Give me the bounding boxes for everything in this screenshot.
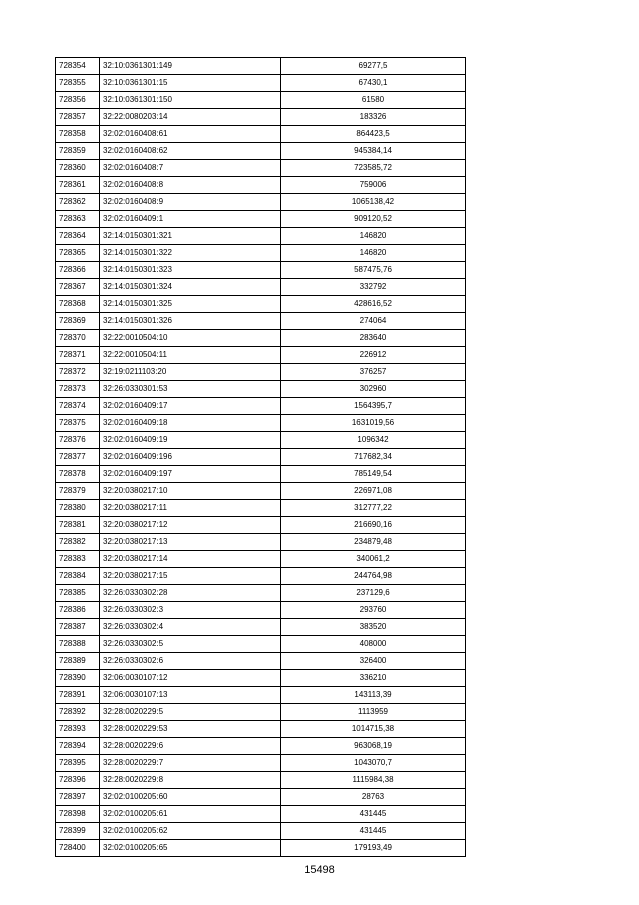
- row-id-cell: 728373: [56, 381, 100, 398]
- value-cell: 67430,1: [281, 75, 466, 92]
- value-cell: 963068,19: [281, 738, 466, 755]
- value-cell: 1631019,56: [281, 415, 466, 432]
- value-cell: 1043070,7: [281, 755, 466, 772]
- value-cell: 293760: [281, 602, 466, 619]
- cadastral-number-cell: 32:19:0211103:20: [100, 364, 281, 381]
- row-id-cell: 728363: [56, 211, 100, 228]
- row-id-cell: 728370: [56, 330, 100, 347]
- value-cell: 283640: [281, 330, 466, 347]
- cadastral-number-cell: 32:10:0361301:15: [100, 75, 281, 92]
- table-row: [56, 772, 466, 789]
- table-row: [56, 279, 466, 296]
- cadastral-number-cell: 32:20:0380217:12: [100, 517, 281, 534]
- value-cell: 234879,48: [281, 534, 466, 551]
- cadastral-number-cell: 32:28:0020229:8: [100, 772, 281, 789]
- table-row: [56, 245, 466, 262]
- value-cell: 785149,54: [281, 466, 466, 483]
- cadastral-number-cell: 32:02:0160408:7: [100, 160, 281, 177]
- value-cell: 1564395,7: [281, 398, 466, 415]
- table-row: [56, 840, 466, 857]
- value-cell: 61580: [281, 92, 466, 109]
- cadastral-number-cell: 32:26:0330302:28: [100, 585, 281, 602]
- value-cell: 226971,08: [281, 483, 466, 500]
- row-id-cell: 728360: [56, 160, 100, 177]
- cadastral-number-cell: 32:02:0160408:8: [100, 177, 281, 194]
- cadastral-number-cell: 32:26:0330302:5: [100, 636, 281, 653]
- table-row: [56, 806, 466, 823]
- cadastral-number-cell: 32:14:0150301:325: [100, 296, 281, 313]
- row-id-cell: 728389: [56, 653, 100, 670]
- cadastral-number-cell: 32:22:0080203:14: [100, 109, 281, 126]
- table-row: [56, 636, 466, 653]
- table-row: [56, 568, 466, 585]
- table-row: [56, 687, 466, 704]
- table-row: [56, 126, 466, 143]
- row-id-cell: 728369: [56, 313, 100, 330]
- row-id-cell: 728374: [56, 398, 100, 415]
- row-id-cell: 728378: [56, 466, 100, 483]
- cadastral-number-cell: 32:02:0100205:62: [100, 823, 281, 840]
- value-cell: 332792: [281, 279, 466, 296]
- row-id-cell: 728393: [56, 721, 100, 738]
- table-row: [56, 228, 466, 245]
- table-row: [56, 177, 466, 194]
- value-cell: 340061,2: [281, 551, 466, 568]
- value-cell: 717682,34: [281, 449, 466, 466]
- row-id-cell: 728390: [56, 670, 100, 687]
- cadastral-number-cell: 32:02:0100205:60: [100, 789, 281, 806]
- value-cell: 326400: [281, 653, 466, 670]
- row-id-cell: 728386: [56, 602, 100, 619]
- table-row: [56, 347, 466, 364]
- value-cell: 909120,52: [281, 211, 466, 228]
- cadastral-number-cell: 32:26:0330302:4: [100, 619, 281, 636]
- value-cell: 226912: [281, 347, 466, 364]
- cadastral-number-cell: 32:10:0361301:149: [100, 58, 281, 75]
- row-id-cell: 728400: [56, 840, 100, 857]
- table-row: [56, 704, 466, 721]
- cadastral-number-cell: 32:14:0150301:326: [100, 313, 281, 330]
- row-id-cell: 728399: [56, 823, 100, 840]
- row-id-cell: 728366: [56, 262, 100, 279]
- table-row: [56, 738, 466, 755]
- value-cell: 1014715,38: [281, 721, 466, 738]
- row-id-cell: 728376: [56, 432, 100, 449]
- cadastral-number-cell: 32:02:0160408:61: [100, 126, 281, 143]
- table-row: [56, 602, 466, 619]
- table-row: [56, 483, 466, 500]
- table-row: [56, 143, 466, 160]
- row-id-cell: 728364: [56, 228, 100, 245]
- table-row: [56, 619, 466, 636]
- cadastral-number-cell: 32:02:0100205:65: [100, 840, 281, 857]
- table-row: [56, 415, 466, 432]
- table-row: [56, 296, 466, 313]
- table-row: [56, 517, 466, 534]
- row-id-cell: 728362: [56, 194, 100, 211]
- table-row: [56, 755, 466, 772]
- cadastral-number-cell: 32:02:0100205:61: [100, 806, 281, 823]
- cadastral-number-cell: 32:02:0160409:197: [100, 466, 281, 483]
- cadastral-number-cell: 32:06:0030107:13: [100, 687, 281, 704]
- cadastral-value-table: [55, 57, 466, 857]
- value-cell: 179193,49: [281, 840, 466, 857]
- row-id-cell: 728394: [56, 738, 100, 755]
- row-id-cell: 728383: [56, 551, 100, 568]
- row-id-cell: 728365: [56, 245, 100, 262]
- value-cell: 1065138,42: [281, 194, 466, 211]
- cadastral-number-cell: 32:20:0380217:10: [100, 483, 281, 500]
- value-cell: 864423,5: [281, 126, 466, 143]
- cadastral-number-cell: 32:26:0330302:3: [100, 602, 281, 619]
- row-id-cell: 728388: [56, 636, 100, 653]
- cadastral-number-cell: 32:10:0361301:150: [100, 92, 281, 109]
- table-row: [56, 381, 466, 398]
- row-id-cell: 728356: [56, 92, 100, 109]
- value-cell: 383520: [281, 619, 466, 636]
- table-row: [56, 262, 466, 279]
- cadastral-number-cell: 32:14:0150301:322: [100, 245, 281, 262]
- cadastral-number-cell: 32:14:0150301:321: [100, 228, 281, 245]
- row-id-cell: 728384: [56, 568, 100, 585]
- value-cell: 1113959: [281, 704, 466, 721]
- value-cell: 237129,6: [281, 585, 466, 602]
- table-row: [56, 109, 466, 126]
- table-row: [56, 92, 466, 109]
- table-row: [56, 823, 466, 840]
- cadastral-number-cell: 32:22:0010504:11: [100, 347, 281, 364]
- value-cell: 216690,16: [281, 517, 466, 534]
- value-cell: 183326: [281, 109, 466, 126]
- table-row: [56, 211, 466, 228]
- row-id-cell: 728371: [56, 347, 100, 364]
- cadastral-number-cell: 32:20:0380217:14: [100, 551, 281, 568]
- cadastral-number-cell: 32:02:0160409:196: [100, 449, 281, 466]
- table-row: [56, 194, 466, 211]
- row-id-cell: 728357: [56, 109, 100, 126]
- cadastral-number-cell: 32:20:0380217:13: [100, 534, 281, 551]
- cadastral-number-cell: 32:28:0020229:7: [100, 755, 281, 772]
- row-id-cell: 728382: [56, 534, 100, 551]
- value-cell: 1096342: [281, 432, 466, 449]
- table-row: [56, 75, 466, 92]
- row-id-cell: 728396: [56, 772, 100, 789]
- cadastral-number-cell: 32:02:0160409:1: [100, 211, 281, 228]
- table-row: [56, 364, 466, 381]
- cadastral-number-cell: 32:06:0030107:12: [100, 670, 281, 687]
- table-row: [56, 58, 466, 75]
- value-cell: 587475,76: [281, 262, 466, 279]
- cadastral-number-cell: 32:02:0160408:9: [100, 194, 281, 211]
- cadastral-number-cell: 32:28:0020229:5: [100, 704, 281, 721]
- table-row: [56, 313, 466, 330]
- table-row: [56, 721, 466, 738]
- value-cell: 408000: [281, 636, 466, 653]
- row-id-cell: 728377: [56, 449, 100, 466]
- cadastral-number-cell: 32:28:0020229:53: [100, 721, 281, 738]
- value-cell: 274064: [281, 313, 466, 330]
- row-id-cell: 728375: [56, 415, 100, 432]
- table-row: [56, 398, 466, 415]
- cadastral-number-cell: 32:26:0330301:53: [100, 381, 281, 398]
- table-row: [56, 500, 466, 517]
- table-row: [56, 160, 466, 177]
- value-cell: 28763: [281, 789, 466, 806]
- row-id-cell: 728358: [56, 126, 100, 143]
- row-id-cell: 728381: [56, 517, 100, 534]
- table-row: [56, 330, 466, 347]
- value-cell: 723585,72: [281, 160, 466, 177]
- row-id-cell: 728385: [56, 585, 100, 602]
- row-id-cell: 728380: [56, 500, 100, 517]
- cadastral-number-cell: 32:14:0150301:324: [100, 279, 281, 296]
- cadastral-number-cell: 32:02:0160409:19: [100, 432, 281, 449]
- table-row: [56, 670, 466, 687]
- cadastral-number-cell: 32:02:0160409:17: [100, 398, 281, 415]
- cadastral-number-cell: 32:26:0330302:6: [100, 653, 281, 670]
- table-row: [56, 585, 466, 602]
- value-cell: 431445: [281, 823, 466, 840]
- cadastral-number-cell: 32:22:0010504:10: [100, 330, 281, 347]
- table-row: [56, 449, 466, 466]
- value-cell: 431445: [281, 806, 466, 823]
- value-cell: 146820: [281, 245, 466, 262]
- row-id-cell: 728397: [56, 789, 100, 806]
- value-cell: 1115984,38: [281, 772, 466, 789]
- value-cell: 146820: [281, 228, 466, 245]
- value-cell: 759006: [281, 177, 466, 194]
- row-id-cell: 728367: [56, 279, 100, 296]
- row-id-cell: 728359: [56, 143, 100, 160]
- cadastral-number-cell: 32:02:0160408:62: [100, 143, 281, 160]
- cadastral-number-cell: 32:02:0160409:18: [100, 415, 281, 432]
- value-cell: 143113,39: [281, 687, 466, 704]
- row-id-cell: 728354: [56, 58, 100, 75]
- value-cell: 336210: [281, 670, 466, 687]
- value-cell: 428616,52: [281, 296, 466, 313]
- value-cell: 69277,5: [281, 58, 466, 75]
- row-id-cell: 728391: [56, 687, 100, 704]
- row-id-cell: 728392: [56, 704, 100, 721]
- table-row: [56, 466, 466, 483]
- table-row: [56, 534, 466, 551]
- row-id-cell: 728387: [56, 619, 100, 636]
- row-id-cell: 728379: [56, 483, 100, 500]
- row-id-cell: 728355: [56, 75, 100, 92]
- page-number: 15498: [304, 864, 335, 876]
- value-cell: 945384,14: [281, 143, 466, 160]
- row-id-cell: 728361: [56, 177, 100, 194]
- cadastral-number-cell: 32:14:0150301:323: [100, 262, 281, 279]
- value-cell: 244764,98: [281, 568, 466, 585]
- cadastral-number-cell: 32:20:0380217:15: [100, 568, 281, 585]
- table-row: [56, 432, 466, 449]
- row-id-cell: 728395: [56, 755, 100, 772]
- row-id-cell: 728368: [56, 296, 100, 313]
- table-row: [56, 653, 466, 670]
- cadastral-number-cell: 32:20:0380217:11: [100, 500, 281, 517]
- row-id-cell: 728398: [56, 806, 100, 823]
- value-cell: 376257: [281, 364, 466, 381]
- table-row: [56, 551, 466, 568]
- table-row: [56, 789, 466, 806]
- row-id-cell: 728372: [56, 364, 100, 381]
- value-cell: 302960: [281, 381, 466, 398]
- value-cell: 312777,22: [281, 500, 466, 517]
- cadastral-number-cell: 32:28:0020229:6: [100, 738, 281, 755]
- table-body: [56, 58, 466, 857]
